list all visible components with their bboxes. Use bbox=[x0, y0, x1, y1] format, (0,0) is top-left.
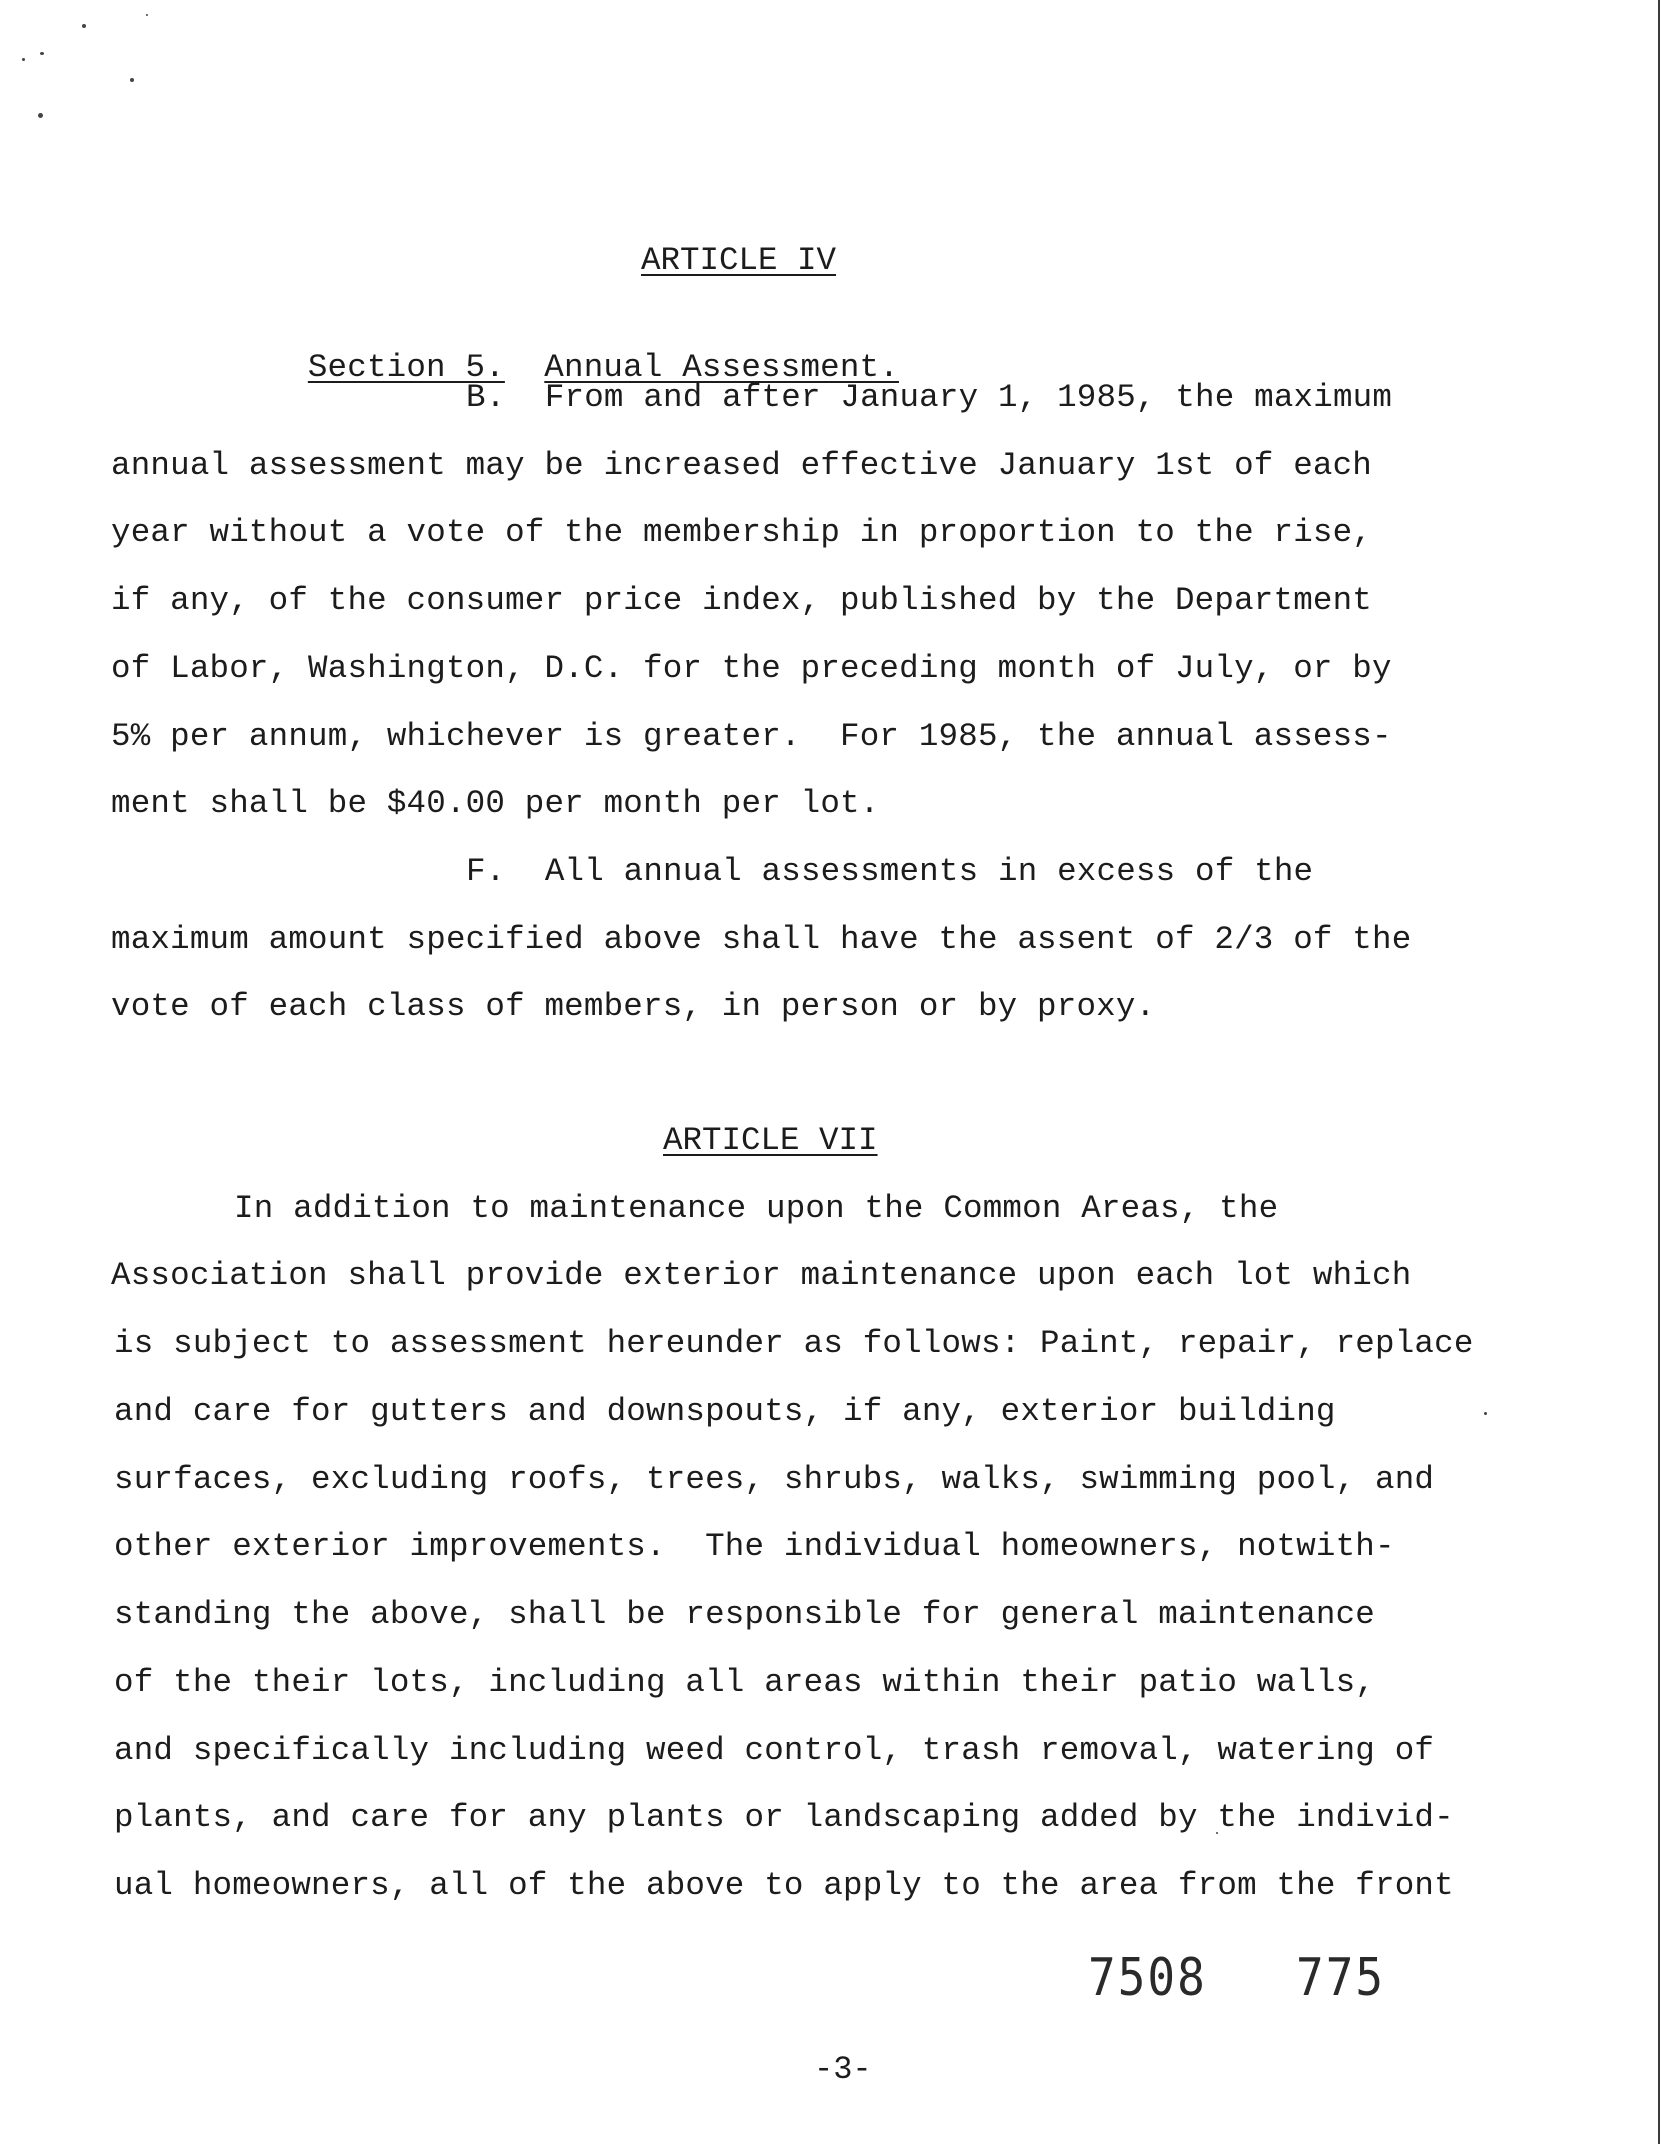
article-vii-line-6: other exterior improvements. The individual homeowners, notwith- bbox=[114, 1528, 1395, 1565]
para-b-line-2: annual assessment may be increased effective January 1st of each bbox=[111, 447, 1373, 484]
article-iv-heading: ARTICLE IV bbox=[641, 242, 837, 279]
scan-speck bbox=[22, 58, 25, 61]
para-f-line-1: F. All annual assessments in excess of the bbox=[466, 853, 1314, 890]
scan-speck bbox=[130, 78, 134, 82]
para-b-line-7: ment shall be $40.00 per month per lot. bbox=[111, 785, 880, 822]
scan-speck bbox=[38, 113, 43, 118]
scan-speck bbox=[82, 24, 86, 28]
scan-speck bbox=[146, 14, 148, 16]
section-title: Annual Assessment. bbox=[544, 349, 899, 386]
article-vii-line-2: Association shall provide exterior maintenance upon each lot which bbox=[111, 1257, 1412, 1294]
para-b-line-5: of Labor, Washington, D.C. for the preceding month of July, or by bbox=[111, 650, 1392, 687]
article-vii-line-9: and specifically including weed control, trash removal, watering of bbox=[114, 1732, 1435, 1769]
page-edge-line bbox=[1658, 0, 1660, 2144]
para-b-line-4: if any, of the consumer price index, published by the Department bbox=[111, 582, 1373, 619]
recording-stamp-book: 7508 bbox=[1088, 1946, 1207, 2008]
article-vii-line-1: In addition to maintenance upon the Common Areas, the bbox=[234, 1190, 1279, 1227]
article-vii-heading: ARTICLE VII bbox=[663, 1122, 878, 1159]
para-b-line-6: 5% per annum, whichever is greater. For 1985, the annual assess- bbox=[111, 718, 1392, 755]
article-vii-line-3: is subject to assessment hereunder as follows: Paint, repair, replace bbox=[114, 1325, 1474, 1362]
para-f-line-2: maximum amount specified above shall have the assent of 2/3 of the bbox=[111, 921, 1412, 958]
article-vii-line-11: ual homeowners, all of the above to apply to the area from the front bbox=[114, 1867, 1454, 1904]
para-b-line-3: year without a vote of the membership in proportion to the rise, bbox=[111, 514, 1373, 551]
article-vii-line-4: and care for gutters and downspouts, if any, exterior building bbox=[114, 1393, 1336, 1430]
para-b-line-1: B. From and after January 1, 1985, the maximum bbox=[466, 379, 1393, 416]
article-vii-line-7: standing the above, shall be responsible for general maintenance bbox=[114, 1596, 1376, 1633]
article-vii-line-5: surfaces, excluding roofs, trees, shrubs, walks, swimming pool, and bbox=[114, 1461, 1435, 1498]
section-label: Section 5. bbox=[307, 349, 505, 386]
scan-speck bbox=[40, 52, 44, 55]
article-vii-line-10: plants, and care for any plants or landscaping added by the individ- bbox=[114, 1799, 1454, 1836]
para-f-line-3: vote of each class of members, in person or by proxy. bbox=[111, 988, 1156, 1025]
recording-stamp-page: 775 bbox=[1296, 1946, 1386, 2008]
article-vii-line-8: of the their lots, including all areas within their patio walls, bbox=[114, 1664, 1376, 1701]
page-number: -3- bbox=[814, 2051, 872, 2088]
scan-speck bbox=[1484, 1412, 1487, 1415]
